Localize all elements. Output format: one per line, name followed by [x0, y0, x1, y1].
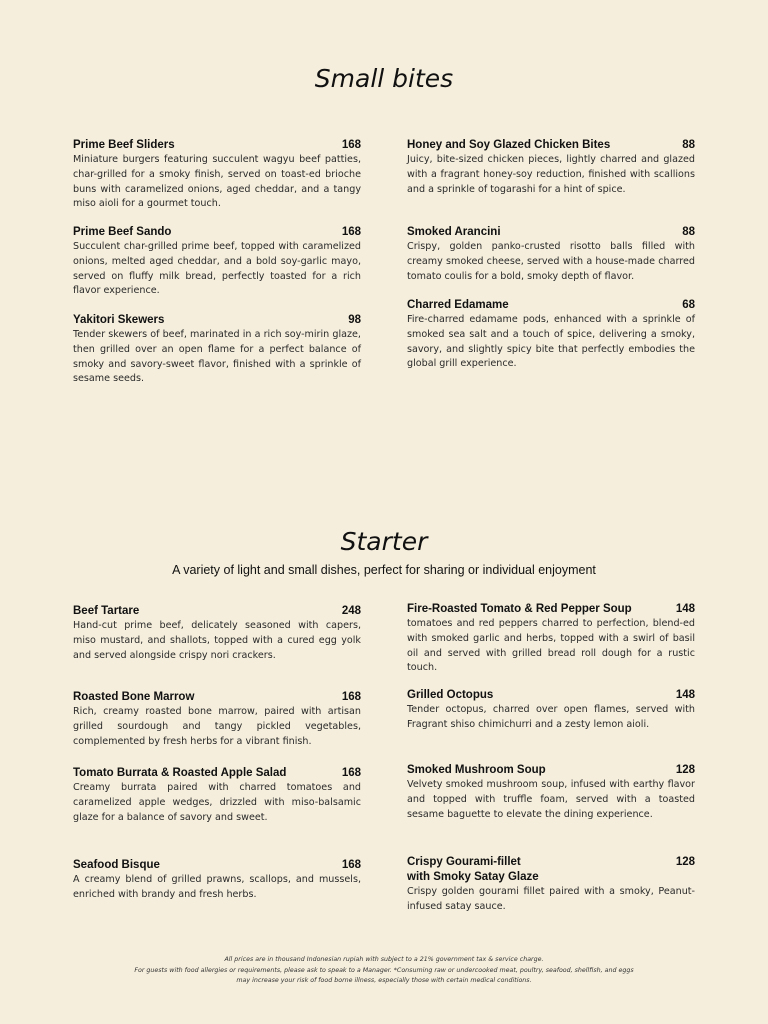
item-price: 88	[682, 226, 695, 238]
item-name: Seafood Bisque	[73, 859, 160, 871]
item-name: Charred Edamame	[407, 299, 509, 311]
item-price: 128	[675, 856, 695, 868]
small-bites-title: Small bites	[314, 64, 454, 93]
footer-notes	[0, 955, 768, 987]
menu-item	[73, 225, 361, 299]
item-price: 168	[341, 767, 361, 779]
footer-line: may increase your risk of food borne illness, especially those with certain medical conditions.	[236, 977, 532, 984]
item-price: 68	[682, 299, 695, 311]
item-name: Grilled Octopus	[407, 689, 494, 701]
item-description: tomatoes and red peppers charred to perfection, blend-ed with smoked garlic and herbs, topped with a swirl of basil oil and served with grilled bread roll dough for a rustic touch.	[407, 618, 695, 674]
item-price: 168	[341, 859, 361, 871]
item-name: Yakitori Skewers	[73, 314, 165, 326]
item-price: 168	[341, 226, 361, 238]
item-name: Crispy Gourami-fillet	[407, 856, 521, 868]
starter-subtitle: A variety of light and small dishes, perfect for sharing or individual enjoyment	[172, 563, 596, 577]
item-description: Velvety smoked mushroom soup, infused with earthy flavor and topped with truffle foam, served with a toasted sesame baguette to elevate the dining experience.	[407, 779, 695, 820]
item-name-line2: with Smoky Satay Glaze	[407, 871, 539, 883]
item-description: Tender octopus, charred over open flames, served with Fragrant shiso chimichurri and a zesty lemon aioli.	[407, 704, 695, 730]
item-description: Miniature burgers featuring succulent wagyu beef patties, char-grilled for a smoky finish, served on toast-ed brioche buns with caramelized onions, aged cheddar, and a tangy miso aioli for a gourmet touch.	[73, 154, 361, 210]
menu-item	[73, 138, 361, 212]
menu-item	[407, 763, 695, 822]
item-description: Succulent char-grilled prime beef, topped with caramelized onions, melted aged cheddar, and a bold soy-garlic mayo, served on fluffy milk bread, perfectly toasted for a rich flavor experience.	[73, 241, 361, 297]
menu-item	[73, 766, 361, 825]
item-price: 148	[675, 603, 695, 615]
item-name: Smoked Arancini	[407, 226, 501, 238]
item-description: A creamy blend of grilled prawns, scallops, and mussels, enriched with brandy and fresh herbs.	[73, 874, 361, 900]
menu-item	[407, 225, 695, 284]
menu-item	[73, 313, 361, 387]
menu-item	[407, 138, 695, 197]
menu-item	[73, 690, 361, 749]
item-name: Beef Tartare	[73, 605, 140, 617]
starter-title: Starter	[340, 527, 428, 556]
item-description: Crispy golden gourami fillet paired with a smoky, Peanut-infused satay sauce.	[407, 886, 695, 912]
menu-item	[407, 688, 695, 733]
item-description: Tender skewers of beef, marinated in a rich soy-mirin glaze, then grilled over an open flame for a perfect balance of smoky and savory-sweet flavor, finished with a sprinkle of sesame seeds.	[73, 329, 361, 385]
item-name: Honey and Soy Glazed Chicken Bites	[407, 139, 611, 151]
menu-item	[407, 855, 695, 915]
item-name: Prime Beef Sliders	[73, 139, 175, 151]
item-name: Prime Beef Sando	[73, 226, 172, 238]
menu-item	[73, 604, 361, 663]
item-name: Roasted Bone Marrow	[73, 691, 195, 703]
item-description: Rich, creamy roasted bone marrow, paired with artisan grilled sourdough and tangy pickled vegetables, complemented by fresh herbs for a vibrant finish.	[73, 706, 361, 747]
item-price: 98	[348, 314, 361, 326]
item-description: Juicy, bite-sized chicken pieces, lightly charred and glazed with a fragrant honey-soy reduction, finished with scallions and a sprinkle of togarashi for a hint of spice.	[407, 154, 695, 195]
item-description: Fire-charred edamame pods, enhanced with a sprinkle of smoked sea salt and a touch of spice, delivering a smoky, savory, and slightly spicy bite that perfectly embodies the global grill experience.	[407, 314, 695, 370]
item-price: 88	[682, 139, 695, 151]
item-description: Hand-cut prime beef, delicately seasoned with capers, miso mustard, and shallots, topped with a cured egg yolk and served alongside crispy nori crackers.	[73, 620, 361, 661]
menu-item	[73, 858, 361, 903]
menu-item	[407, 298, 695, 372]
item-name: Smoked Mushroom Soup	[407, 764, 546, 776]
item-price: 248	[341, 605, 361, 617]
item-price: 168	[341, 691, 361, 703]
item-price: 168	[341, 139, 361, 151]
footer-line: For guests with food allergies or requirements, please ask to speak to a Manager. *Consuming raw or undercooked meat, poultry, seafood, shellfish, and eggs	[134, 966, 634, 974]
item-name: Fire-Roasted Tomato & Red Pepper Soup	[407, 603, 632, 615]
item-price: 128	[675, 764, 695, 776]
item-description: Crispy, golden panko-crusted risotto balls filled with creamy smoked cheese, served with a house-made charred tomato coulis for a bold, smoky depth of flavor.	[407, 241, 695, 282]
item-price: 148	[675, 689, 695, 701]
menu-item	[407, 602, 695, 676]
item-description: Creamy burrata paired with charred tomatoes and caramelized apple wedges, drizzled with miso-balsamic glaze for a balance of savory and sweet.	[73, 782, 361, 823]
item-name: Tomato Burrata & Roasted Apple Salad	[73, 767, 287, 779]
footer-line: All prices are in thousand Indonesian rupiah with subject to a 21% government tax & service charge.	[224, 956, 544, 963]
